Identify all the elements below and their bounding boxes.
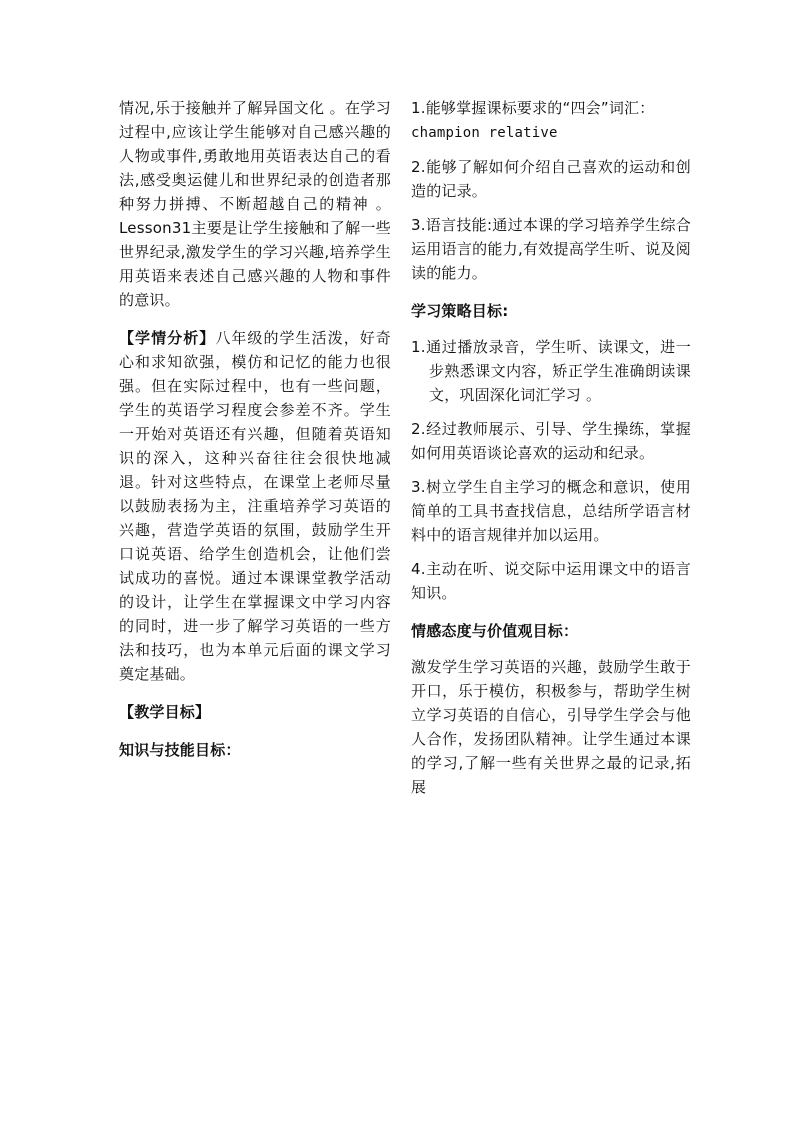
strategy-item-1: 1.通过播放录音，学生听、读课文，进一步熟悉课文内容，矫正学生准确朗读课文，巩固深化词汇学习 。 xyxy=(411,338,691,404)
left-column xyxy=(119,96,391,774)
student-analysis-paragraph xyxy=(119,326,391,686)
strategy-item-2: 2.经过教师展示、引导、学生操练，掌握如何用英语谈论喜欢的运动和纪录。 xyxy=(411,420,691,462)
knowledge-skill-heading: 知识与技能目标： xyxy=(119,741,241,759)
strategy-heading: 学习策略目标: xyxy=(411,302,509,320)
vocabulary-words: champion relative xyxy=(411,125,558,141)
emotion-paragraph: 激发学生学习英语的兴趣，鼓励学生敢于开口，乐于模仿，积极参与，帮助学生树立学习英语的自信心，引导学生学会与他人合作，发扬团队精神。让学生通过本课的学习,了解一些有关世界之最的记录,拓展 xyxy=(411,658,691,796)
emotion-heading: 情感态度与价值观目标： xyxy=(411,622,579,640)
student-analysis-heading: 【学情分析】 xyxy=(119,329,216,347)
knowledge-item-3: 3.语言技能:通过本课的学习培养学生综合运用语言的能力,有效提高学生听、说及阅读的能力。 xyxy=(411,216,691,282)
knowledge-item-1-text: 1.能够掌握课标要求的“四会”词汇： xyxy=(411,99,655,117)
strategy-item-3: 3.树立学生自主学习的概念和意识，使用简单的工具书查找信息，总结所学语言材料中的语言规律并加以运用。 xyxy=(411,478,691,544)
strategy-item-4: 4.主动在听、说交际中运用课文中的语言知识。 xyxy=(411,560,691,602)
knowledge-item-2: 2.能够了解如何介绍自己喜欢的运动和创造的记录。 xyxy=(411,158,691,200)
knowledge-item-1 xyxy=(411,96,691,145)
intro-paragraph: 情况,乐于接触并了解异国文化 。在学习过程中,应该让学生能够对自己感兴趣的人物或事件,勇敢地用英语表达自己的看法,感受奥运健儿和世界纪录的创造者那种努力拼搏、不断超越自己的精神 。Lesson31主要是让学生接触和了解一些世界纪录,激发学生的学习兴趣,培养学生用英语来表述自己感兴趣的人物和事件的意识。 xyxy=(119,99,391,309)
teaching-goals-heading: 【教学目标】 xyxy=(119,703,211,721)
right-column xyxy=(411,96,691,809)
student-analysis-text: 八年级的学生活泼，好奇心和求知欲强，模仿和记忆的能力也很强。但在实际过程中，也有一些问题，学生的英语学习程度会参差不齐。学生一开始对英语还有兴趣，但随着英语知识的深入，这种兴奋往往会很快地减退。针对这些特点，在课堂上老师尽量以鼓励表扬为主，注重培养学习英语的兴趣，营造学英语的氛围，鼓励学生开口说英语、给学生创造机会，让他们尝试成功的喜悦。通过本课课堂教学活动的设计，让学生在掌握课文中学习内容的同时，进一步了解学习英语的一些方法和技巧，也为本单元后面的课文学习奠定基础。 xyxy=(119,329,392,683)
